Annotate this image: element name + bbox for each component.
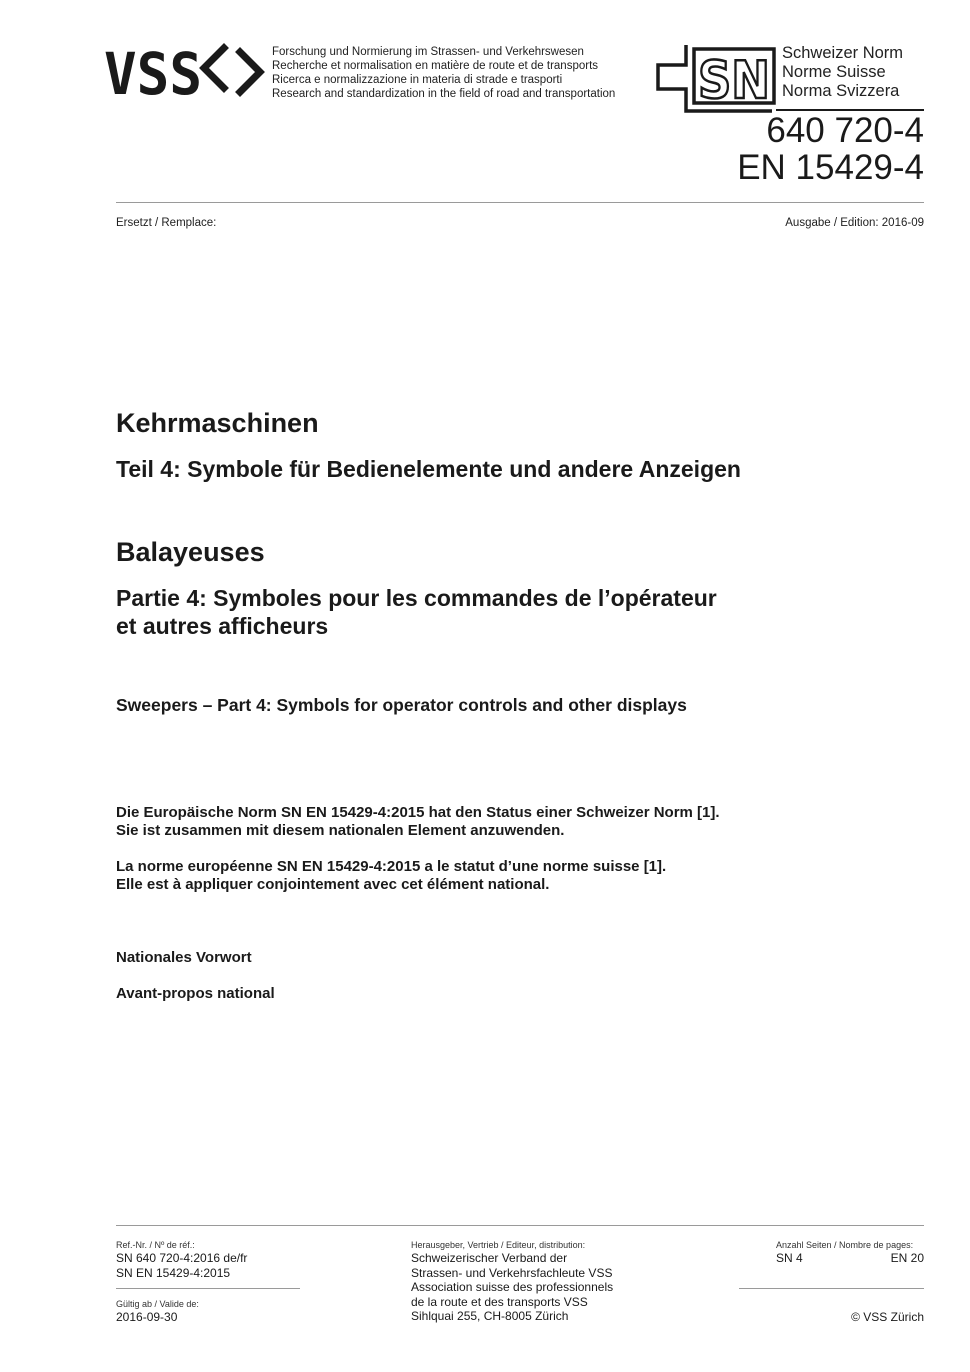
foreword-fr-heading: Avant-propos national — [116, 985, 275, 1002]
valid-value: 2016-09-30 — [116, 1310, 178, 1324]
sn-name — [782, 44, 903, 101]
vss-tagline — [272, 45, 615, 101]
publisher-line: Schweizerischer Verband der — [411, 1251, 568, 1265]
standard-number: 640 720-4 — [766, 111, 924, 150]
vss-tagline-fr: Recherche et normalisation en matière de route et de transports — [272, 60, 599, 72]
vss-tagline-it: Ricerca e normalizzazione in materia di strade e trasporti — [272, 74, 563, 86]
vss-tagline-de: Forschung und Normierung im Strassen- und Verkehrswesen — [272, 46, 584, 58]
copyright: © VSS Zürich — [851, 1310, 924, 1324]
ref-value-en: SN EN 15429-4:2015 — [116, 1265, 231, 1280]
publisher-line: de la route et des transports VSS — [411, 1294, 588, 1309]
subtitle-fr-line1: Partie 4: Symboles pour les commandes de l’opérateur — [116, 585, 717, 611]
sn-logo — [656, 43, 782, 113]
footer-pages-divider — [739, 1288, 924, 1289]
status-de-line2: Sie ist zusammen mit diesem nationalen Element anzuwenden. — [116, 822, 565, 839]
publisher-line: Association suisse des professionnels — [411, 1280, 614, 1294]
pages-en: EN 20 — [890, 1251, 924, 1265]
footer-ref — [116, 1239, 247, 1280]
sn-logo-text: SN — [698, 51, 770, 111]
valid-label: Gültig ab / Valide de: — [116, 1299, 199, 1309]
header-divider — [116, 202, 924, 203]
foreword-de-heading: Nationales Vorwort — [116, 949, 252, 966]
sn-name-de: Schweizer Norm — [782, 44, 904, 62]
footer-publisher — [411, 1239, 613, 1324]
vss-logo — [104, 40, 266, 100]
status-de-line1: Die Europäische Norm SN EN 15429-4:2015 hat den Status einer Schweizer Norm [1]. — [116, 804, 720, 821]
edition-label: Ausgabe / Edition: 2016-09 — [785, 217, 924, 229]
title-fr: Balayeuses — [116, 537, 265, 567]
status-fr-line1: La norme européenne SN EN 15429-4:2015 a le statut d’une norme suisse [1]. — [116, 858, 667, 875]
pages-label: Anzahl Seiten / Nombre de pages: — [776, 1240, 914, 1250]
replaces-label: Ersetzt / Remplace: — [116, 217, 217, 229]
ref-label: Ref.-Nr. / Nº de réf.: — [116, 1240, 195, 1250]
status-paragraph-fr — [116, 858, 666, 894]
title-de: Kehrmaschinen — [116, 408, 319, 438]
ref-value-sn: SN 640 720-4:2016 de/fr — [116, 1251, 248, 1265]
sn-name-fr: Norme Suisse — [782, 63, 886, 81]
pages-values — [776, 1251, 924, 1266]
footer-ref-divider — [116, 1288, 300, 1289]
publisher-line: Sihlquai 255, CH-8005 Zürich — [411, 1309, 569, 1323]
vss-logo-text: VSS — [104, 40, 202, 100]
footer-valid — [116, 1298, 199, 1325]
standard-number-block — [737, 112, 924, 186]
pages-sn: SN 4 — [776, 1251, 803, 1265]
sn-name-it: Norma Svizzera — [782, 82, 900, 100]
footer-pages — [776, 1239, 924, 1266]
footer-divider — [116, 1225, 924, 1226]
vss-tagline-en: Research and standardization in the field of road and transportation — [272, 88, 616, 100]
publisher-line: Strassen- und Verkehrsfachleute VSS — [411, 1265, 613, 1280]
title-en: Sweepers – Part 4: Symbols for operator controls and other displays — [116, 695, 687, 715]
subtitle-de: Teil 4: Symbole für Bedienelemente und andere Anzeigen — [116, 456, 741, 482]
status-paragraph-de — [116, 804, 720, 840]
publisher-label: Herausgeber, Vertrieb / Editeur, distribution: — [411, 1240, 586, 1250]
subtitle-fr-line2: et autres afficheurs — [116, 613, 329, 639]
en-number: EN 15429-4 — [737, 148, 924, 187]
status-fr-line2: Elle est à appliquer conjointement avec cet élément national. — [116, 876, 550, 893]
